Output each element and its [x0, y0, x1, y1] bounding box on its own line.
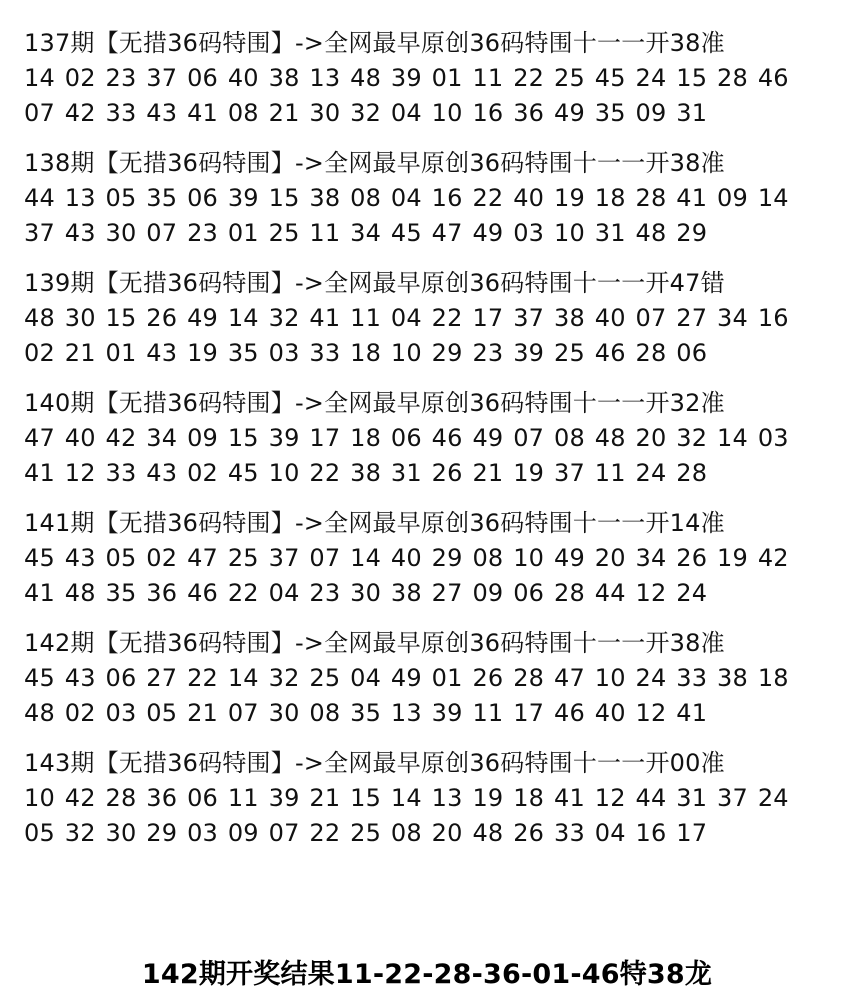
entry-header: 141期【无措36码特围】->全网最早原创36码特围十一一开14准: [24, 509, 725, 537]
number-row-1: 45 43 05 02 47 25 37 07 14 40 29 08 10 49 20 34 26 19 42: [24, 544, 789, 572]
number-row-2: 48 02 03 05 21 07 30 08 35 13 39 11 17 46 40 12 41: [24, 699, 708, 727]
entry-header: 143期【无措36码特围】->全网最早原创36码特围十一一开00准: [24, 749, 725, 777]
number-row-2: 07 42 33 43 41 08 21 30 32 04 10 16 36 49 35 09 31: [24, 99, 708, 127]
document-body: [24, 26, 834, 866]
issue-entry-141: [24, 506, 834, 611]
entry-header: 142期【无措36码特围】->全网最早原创36码特围十一一开38准: [24, 629, 725, 657]
number-row-1: 10 42 28 36 06 11 39 21 15 14 13 19 18 41 12 44 31 37 24: [24, 784, 789, 812]
entry-header: 140期【无措36码特围】->全网最早原创36码特围十一一开32准: [24, 389, 725, 417]
draw-result-footer: 142期开奖结果11-22-28-36-01-46特38龙: [141, 959, 713, 990]
entry-header: 139期【无措36码特围】->全网最早原创36码特围十一一开47错: [24, 269, 725, 297]
number-row-2: 37 43 30 07 23 01 25 11 34 45 47 49 03 10 31 48 29: [24, 219, 708, 247]
number-row-1: 44 13 05 35 06 39 15 38 08 04 16 22 40 19 18 28 41 09 14: [24, 184, 789, 212]
number-row-1: 45 43 06 27 22 14 32 25 04 49 01 26 28 47 10 24 33 38 18: [24, 664, 789, 692]
number-row-2: 41 48 35 36 46 22 04 23 30 38 27 09 06 28 44 12 24: [24, 579, 708, 607]
issue-entry-139: [24, 266, 834, 371]
issue-entry-142: [24, 626, 834, 731]
number-row-2: 05 32 30 29 03 09 07 22 25 08 20 48 26 33 04 16 17: [24, 819, 708, 847]
number-row-1: 14 02 23 37 06 40 38 13 48 39 01 11 22 25 45 24 15 28 46: [24, 64, 789, 92]
issue-entry-138: [24, 146, 834, 251]
issue-entry-140: [24, 386, 834, 491]
number-row-2: 02 21 01 43 19 35 03 33 18 10 29 23 39 25 46 28 06: [24, 339, 708, 367]
entry-header: 138期【无措36码特围】->全网最早原创36码特围十一一开38准: [24, 149, 725, 177]
number-row-1: 47 40 42 34 09 15 39 17 18 06 46 49 07 08 48 20 32 14 03: [24, 424, 789, 452]
entry-header: 137期【无措36码特围】->全网最早原创36码特围十一一开38准: [24, 29, 725, 57]
number-row-1: 48 30 15 26 49 14 32 41 11 04 22 17 37 38 40 07 27 34 16: [24, 304, 789, 332]
issue-entry-143: [24, 746, 834, 851]
issue-entry-137: [24, 26, 834, 131]
number-row-2: 41 12 33 43 02 45 10 22 38 31 26 21 19 37 11 24 28: [24, 459, 708, 487]
